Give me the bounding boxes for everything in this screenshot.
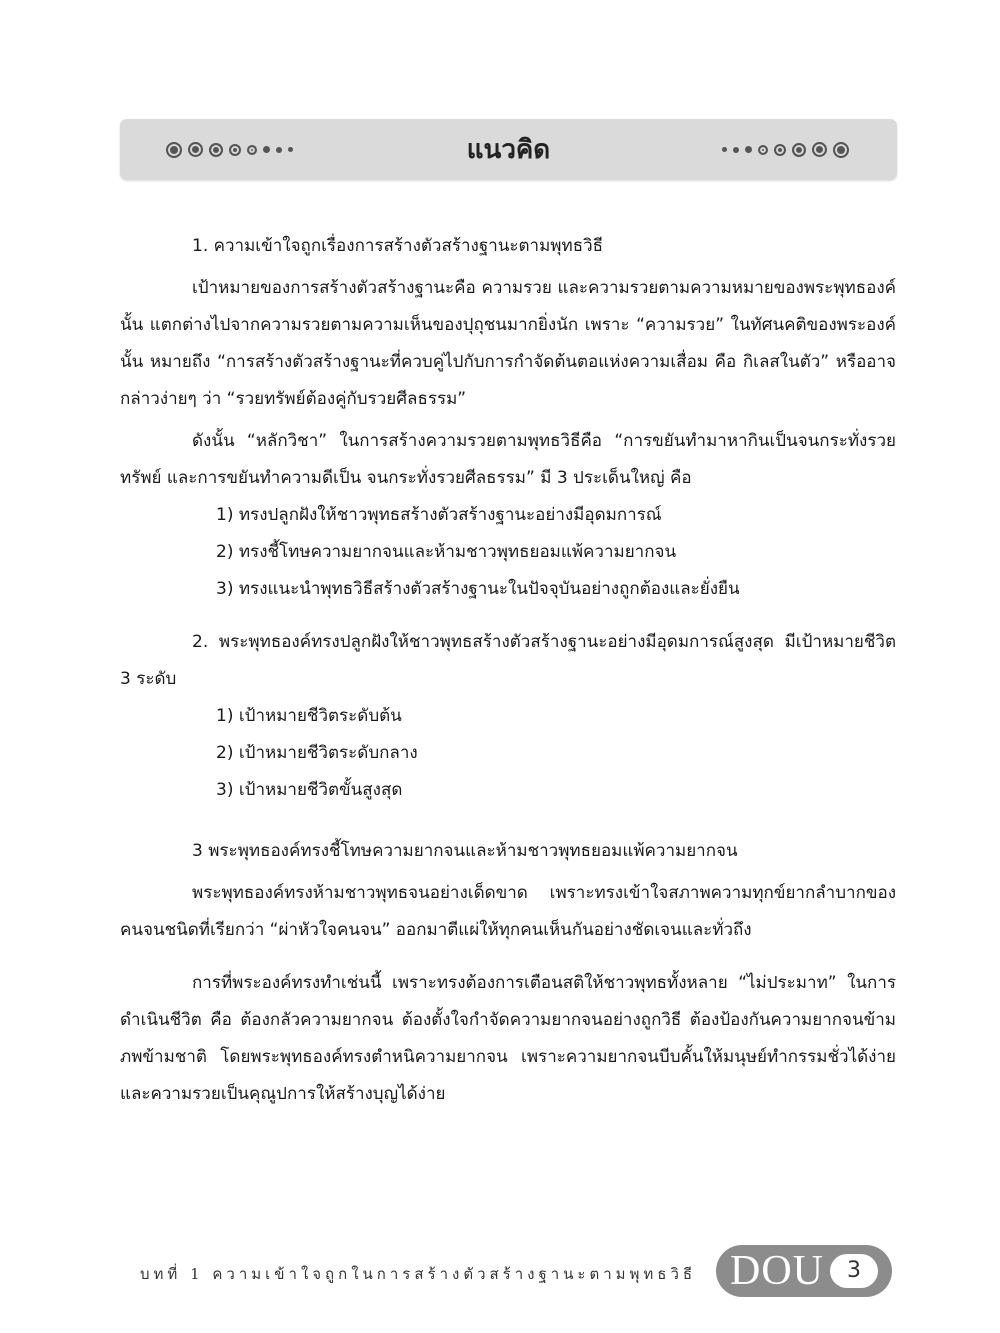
section-header-bar bbox=[120, 119, 897, 180]
section-1-paragraph-2: ดังนั้น “หลักวิชา” ในการสร้างความรวยตามพุทธวิธีคือ “การขยันทำมาหากินเป็นจนกระทั่งรวยทรัพย์ และการขยันทำความดีเป็น จนกระทั่งรวยศีลธรรม” มี 3 ประเด็นใหญ่ คือ bbox=[120, 431, 896, 488]
dou-logo-badge bbox=[716, 1245, 892, 1297]
section-title: แนวคิด bbox=[466, 135, 551, 165]
dou-logo-text: DOU bbox=[730, 1248, 824, 1294]
dot-icon bbox=[733, 147, 739, 153]
section-1-list-item: 3) ทรงแนะนำพุทธวิธีสร้างตัวสร้างฐานะในปัจจุบันอย่างถูกต้องและยั่งยืน bbox=[216, 579, 740, 599]
section-3-heading: 3 พระพุทธองค์ทรงชี้โทษความยากจนและห้ามชาวพุทธยอมแพ้ความยากจน bbox=[192, 841, 738, 861]
section-2-list-item: 2) เป้าหมายชีวิตระดับกลาง bbox=[216, 743, 418, 763]
dot-icon bbox=[745, 146, 752, 153]
dot-icon bbox=[833, 142, 849, 158]
dot-icon bbox=[792, 143, 806, 157]
footer-chapter-title: บทที่ 1 ความเข้าใจถูกในการสร้างตัวสร้างฐานะตามพุทธวิธี bbox=[140, 1265, 697, 1283]
page-number: 3 bbox=[830, 1254, 878, 1288]
section-3-paragraph-1: พระพุทธองค์ทรงห้ามชาวพุทธจนอย่างเด็ดขาด เพราะทรงเข้าใจสภาพความทุกข์ยากลำบากของคนจนชนิดที่เรียกว่า “ผ่าหัวใจคนจน” ออกมาตีแผ่ให้ทุกคนเห็นกันอย่างชัดเจนและทั่วถึง bbox=[120, 883, 896, 940]
section-1-list-item: 2) ทรงชี้โทษความยากจนและห้ามชาวพุทธยอมแพ้ความยากจน bbox=[216, 542, 677, 562]
dot-icon bbox=[758, 145, 768, 155]
section-2-list-item: 3) เป้าหมายชีวิตขั้นสูงสุด bbox=[216, 780, 403, 800]
dot-icon bbox=[774, 144, 786, 156]
section-3-paragraph-2: การที่พระองค์ทรงทำเช่นนี้ เพราะทรงต้องการเตือนสติให้ชาวพุทธทั้งหลาย “ไม่ประมาท” ในการดำเนินชีวิต คือ ต้องกลัวความยากจน ต้องตั้งใจกำจัดความยากจนอย่างถูกวิธี ต้องป้องกันความยากจนข้ามภพข้ามชาติ โดยพระพุทธองค์ทรงตำหนิความยากจน เพราะความยากจนบีบคั้นให้มนุษย์ทำกรรมชั่วได้ง่าย และความรวยเป็นคุณูปการให้สร้างบุญได้ง่าย bbox=[120, 973, 896, 1104]
section-2-list-item: 1) เป้าหมายชีวิตระดับต้น bbox=[216, 706, 402, 726]
section-1-heading: 1. ความเข้าใจถูกเรื่องการสร้างตัวสร้างฐานะตามพุทธวิธี bbox=[192, 236, 604, 256]
main-content bbox=[120, 228, 896, 1113]
section-1-paragraph-1: เป้าหมายของการสร้างตัวสร้างฐานะคือ ความรวย และความรวยตามความหมายของพระพุทธองค์นั้น แตกต่างไปจากความรวยตามความเห็นของปุถุชนมากยิ่งนัก เพราะ “ความรวย” ในทัศนคติของพระองค์นั้น หมายถึง “การสร้างตัวสร้างฐานะที่ควบคู่ไปกับการกำจัดต้นตอแห่งความเสื่อม คือ กิเลสในตัว” หรืออาจกล่าวง่ายๆ ว่า “รวยทรัพย์ต้องคู่กับรวยศีลธรรม” bbox=[120, 278, 896, 409]
dot-icon bbox=[722, 147, 727, 152]
decorative-dots-right bbox=[722, 119, 849, 180]
section-2-heading: 2. พระพุทธองค์ทรงปลูกฝังให้ชาวพุทธสร้างตัวสร้างฐานะอย่างมีอุดมการณ์สูงสุด มีเป้าหมายชีวิต 3 ระดับ bbox=[120, 632, 896, 689]
dot-icon bbox=[812, 142, 827, 157]
section-1-list-item: 1) ทรงปลูกฝังให้ชาวพุทธสร้างตัวสร้างฐานะอย่างมีอุดมการณ์ bbox=[216, 505, 662, 525]
